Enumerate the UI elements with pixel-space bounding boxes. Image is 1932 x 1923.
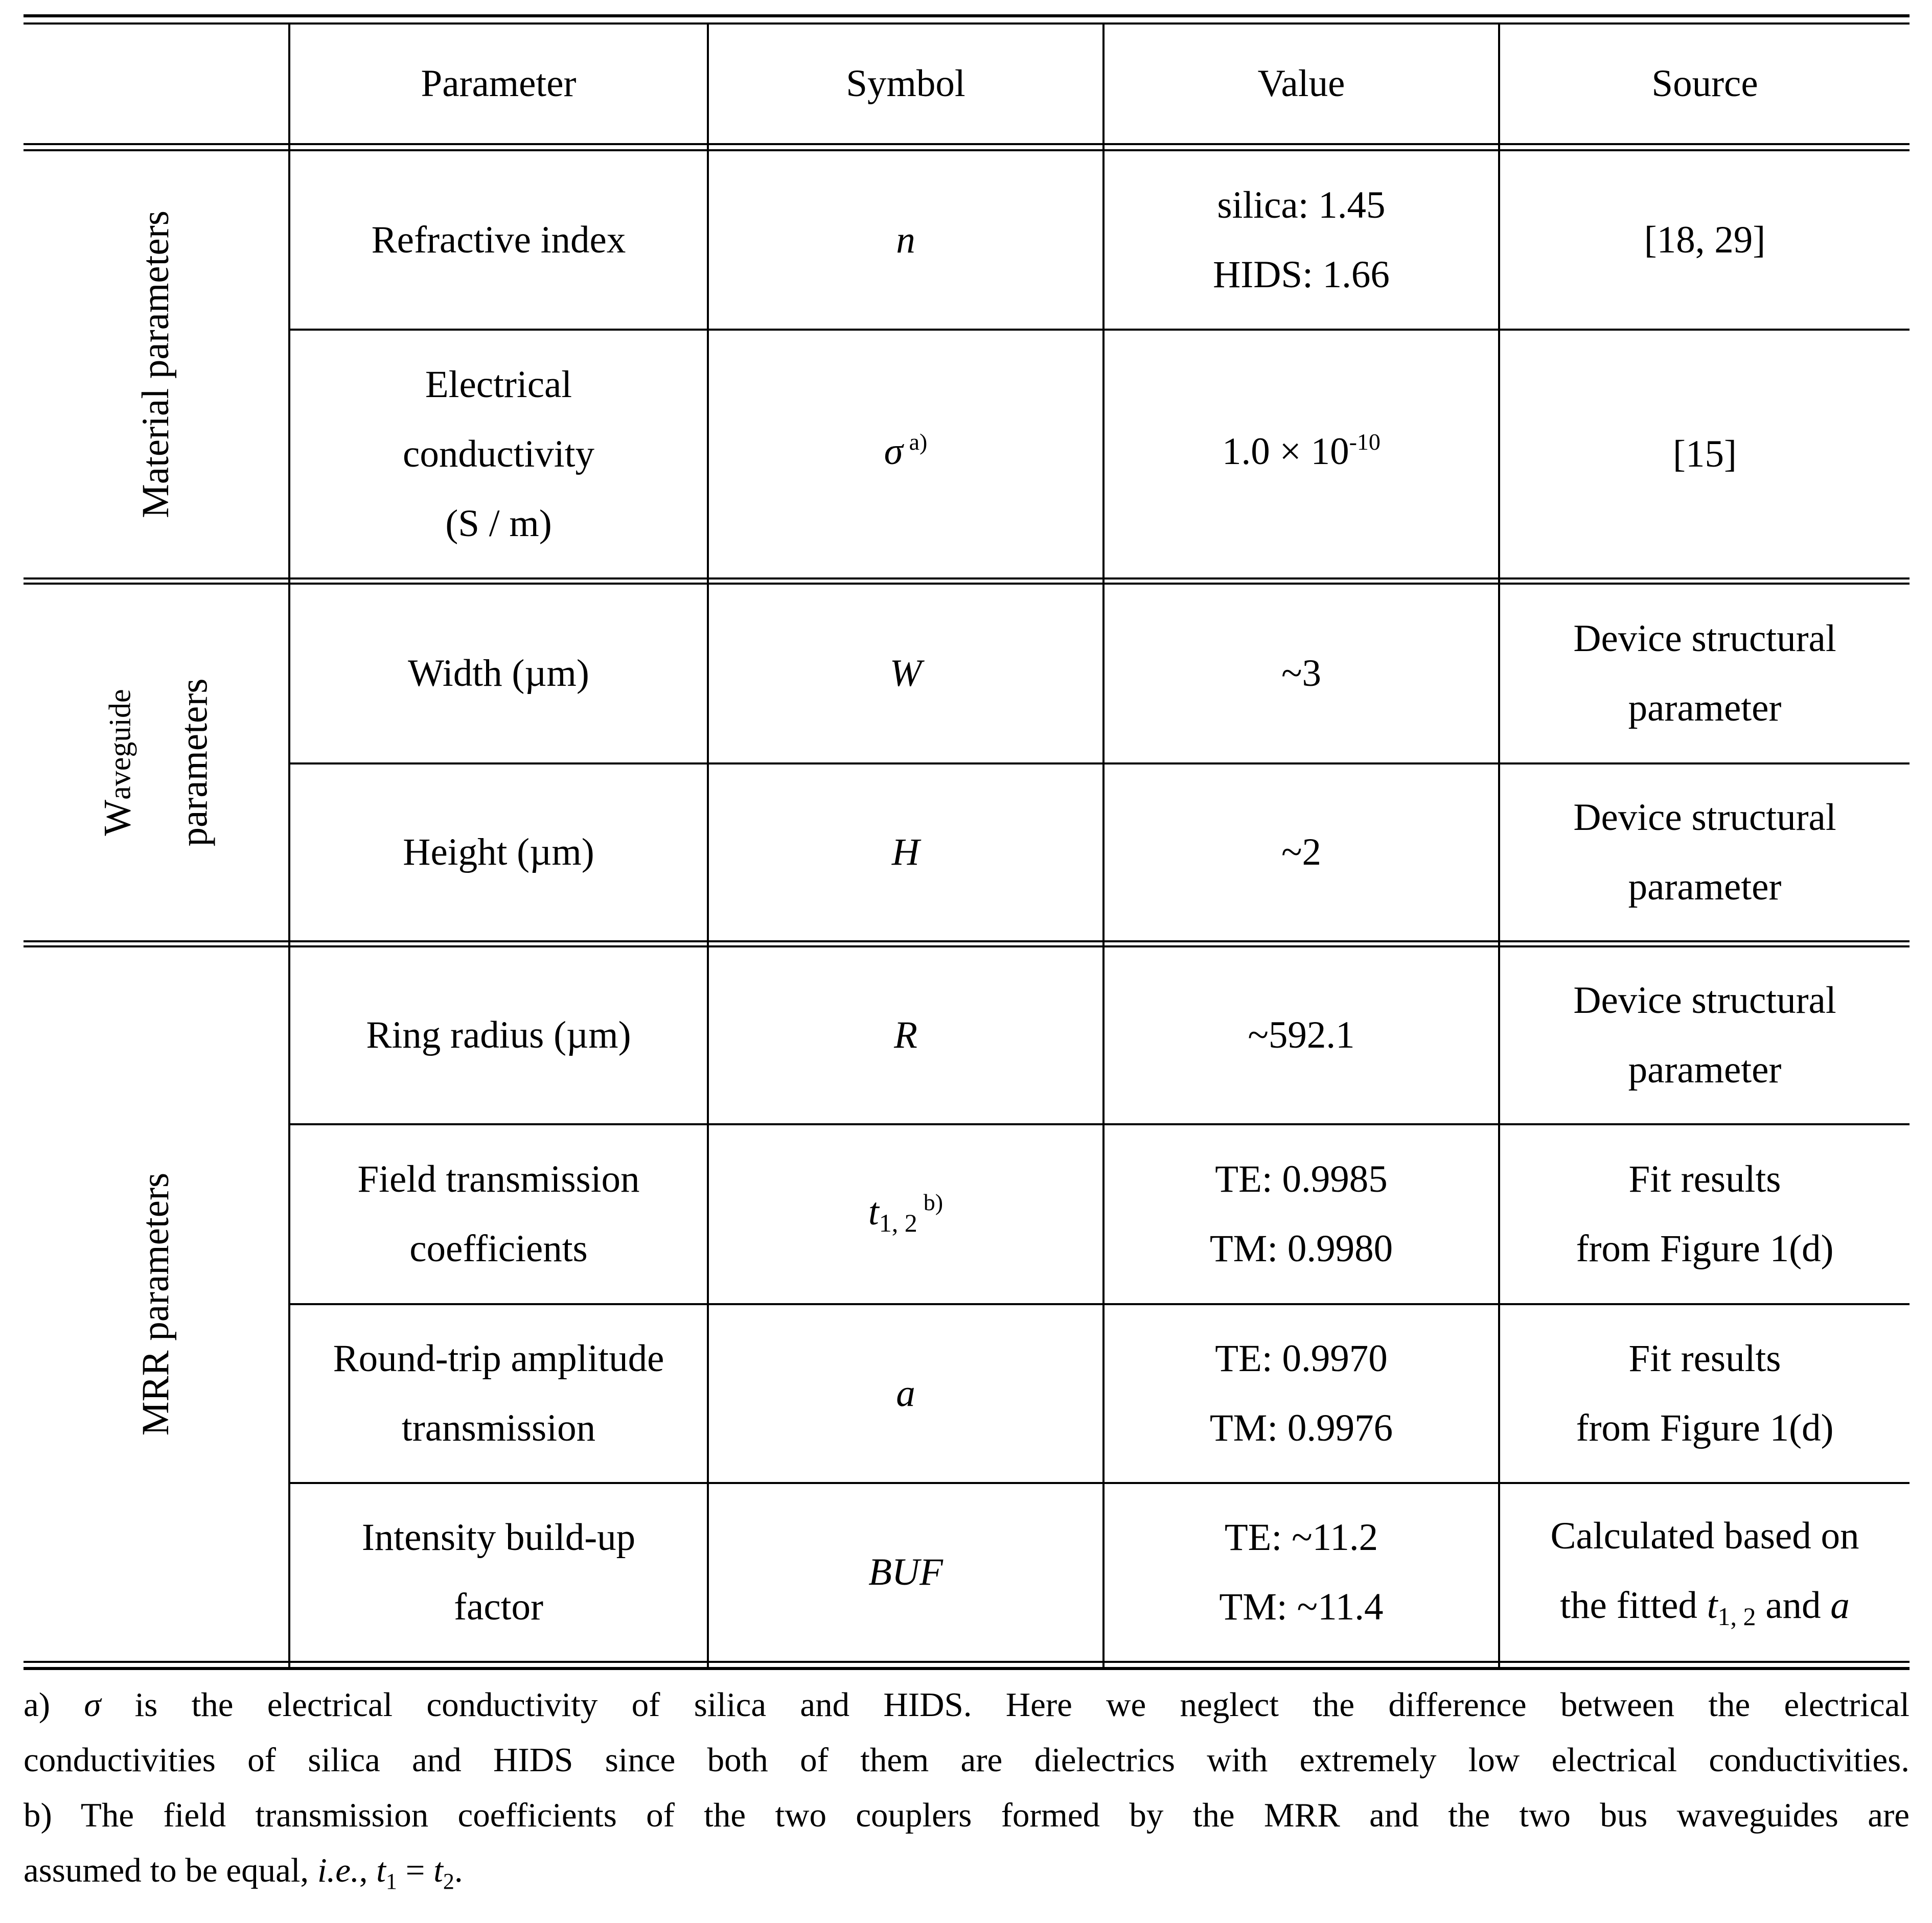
header-parameter: Parameter bbox=[421, 62, 577, 105]
table-row-buf-symbol: BUF bbox=[868, 1551, 943, 1593]
header-rule-1 bbox=[24, 143, 1910, 145]
group-material: Material parameters bbox=[134, 211, 177, 518]
table-row-field-transmission-source: Fit results from Figure 1(d) bbox=[1576, 1158, 1834, 1270]
table-row-height-value: ~2 bbox=[1281, 831, 1322, 873]
table-row-refractive-index-symbol: n bbox=[896, 218, 915, 261]
footnote-b-line2: assumed to be equal, i.e., $t_1 = t_2$. bbox=[24, 1851, 463, 1894]
table-row-field-transmission-symbol: $t_{1, 2}^{b)}$ bbox=[868, 1189, 944, 1237]
table-row-width-source: Device structural parameter bbox=[1573, 617, 1836, 729]
parameter-table bbox=[24, 14, 1910, 1672]
header-symbol: Symbol bbox=[846, 62, 965, 105]
table-row-conductivity-value: $1.0 \times 10^{-10}$ bbox=[1222, 429, 1381, 473]
table-row-round-trip-source: Fit results from Figure 1(d) bbox=[1576, 1337, 1834, 1449]
table-row-buf-parameter: Intensity build-up factor bbox=[361, 1516, 636, 1628]
table-row-conductivity-parameter: Electrical conductivity (S / m) bbox=[403, 363, 594, 545]
bottom-rule-2 bbox=[24, 1667, 1910, 1670]
table-row-refractive-index-source: [18, 29] bbox=[1644, 218, 1766, 261]
table-row-height-symbol: H bbox=[891, 831, 920, 873]
header-blank bbox=[24, 25, 288, 143]
footnote-b-line1: b) The field transmission coefficients of the two couplers formed by the MRR and the two bus waveguides are bbox=[24, 1796, 1910, 1834]
table-row-ring-radius-parameter: Ring radius (µm) bbox=[366, 1014, 631, 1056]
table-row-conductivity-symbol: σ $^{a)}$ bbox=[884, 429, 928, 473]
footnote-a-line2: conductivities of silica and HIDS since both of them are dielectrics with extremely low electrical conductivities. bbox=[24, 1741, 1910, 1779]
table-row-conductivity-source: [15] bbox=[1673, 432, 1737, 475]
footnote-a-line1: a) σ is the electrical conductivity of silica and HIDS. Here we neglect the difference between the electrical bbox=[24, 1686, 1910, 1724]
group-waveguide: Waveguide parameters bbox=[96, 678, 215, 847]
table-footnotes bbox=[24, 1677, 1910, 1902]
table-row-buf-value: TE: ~11.2 TM: ~11.4 bbox=[1219, 1516, 1384, 1628]
table-row-width-parameter: Width (µm) bbox=[408, 652, 589, 694]
group-rule-1a bbox=[24, 577, 1910, 580]
table-row-field-transmission-value: TE: 0.9985 TM: 0.9980 bbox=[1209, 1158, 1393, 1270]
table-row-refractive-index-parameter: Refractive index bbox=[371, 218, 626, 261]
top-rule-1 bbox=[24, 14, 1910, 17]
table-row-width-symbol: W bbox=[889, 652, 922, 694]
group-rule-2a bbox=[24, 940, 1910, 942]
group-mrr: MRR parameters bbox=[134, 1172, 177, 1436]
table-row-round-trip-parameter: Round-trip amplitude transmission bbox=[333, 1337, 664, 1449]
table-row-ring-radius-value: ~592.1 bbox=[1248, 1014, 1355, 1056]
table-row-width-value: ~3 bbox=[1281, 652, 1322, 694]
table-row-field-transmission-parameter: Field transmission coefficients bbox=[357, 1158, 640, 1270]
header-value: Value bbox=[1257, 62, 1345, 105]
table-row-round-trip-value: TE: 0.9970 TM: 0.9976 bbox=[1209, 1337, 1393, 1449]
table-row-ring-radius-source: Device structural parameter bbox=[1573, 979, 1836, 1091]
table-row-ring-radius-symbol: R bbox=[894, 1014, 917, 1056]
bottom-rule-1 bbox=[24, 1661, 1910, 1663]
table-row-height-parameter: Height (µm) bbox=[403, 831, 594, 873]
table-row-round-trip-symbol: a bbox=[896, 1372, 915, 1415]
table-row-refractive-index-value: silica: 1.45 HIDS: 1.66 bbox=[1213, 183, 1390, 296]
header-source: Source bbox=[1651, 62, 1758, 105]
table-row-height-source: Device structural parameter bbox=[1573, 796, 1836, 908]
table-row-buf-source: Calculated based on the fitted $t_{1, 2}$ and a bbox=[1550, 1514, 1859, 1631]
